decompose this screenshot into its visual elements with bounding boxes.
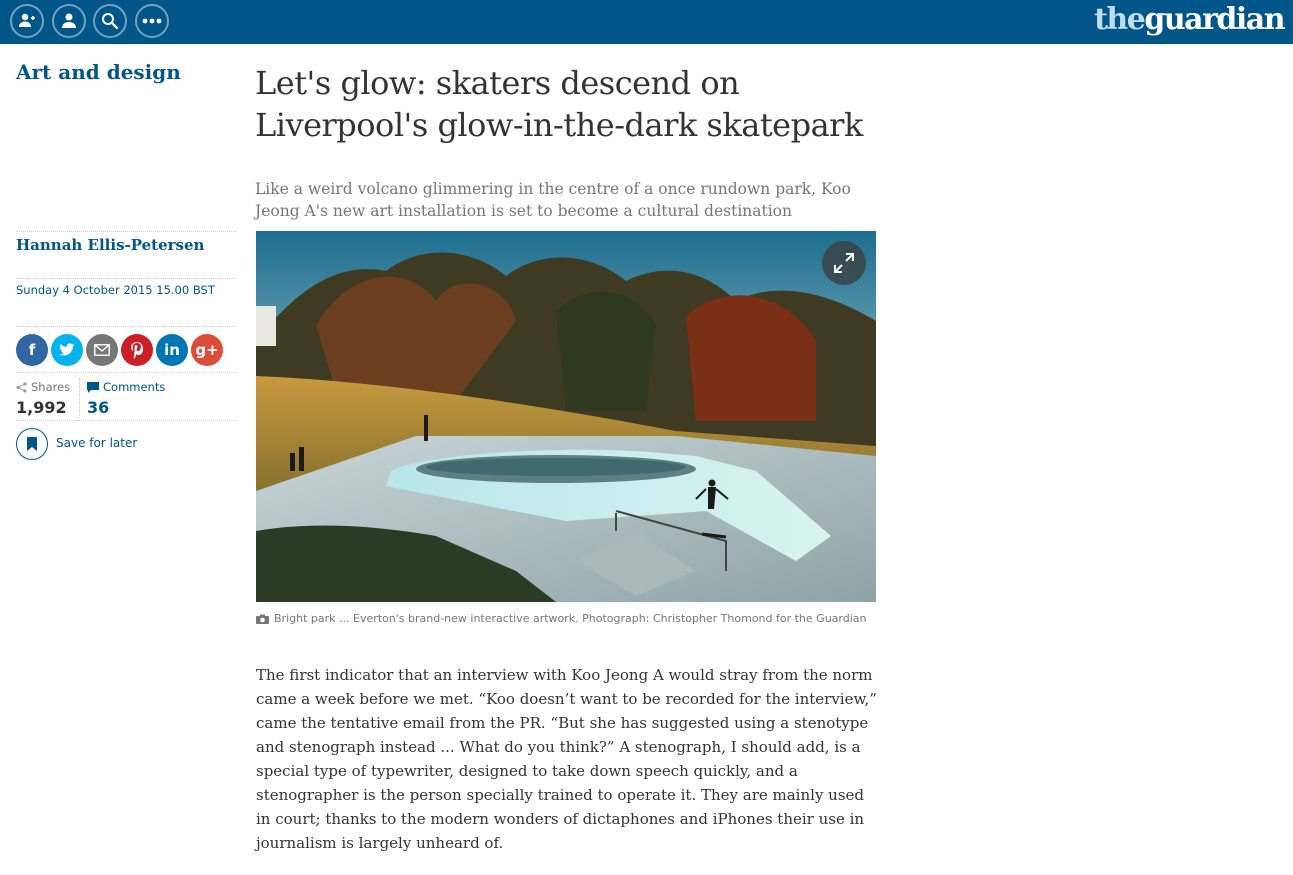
fullscreen-expand-button[interactable]: [822, 241, 866, 285]
divider: [16, 231, 236, 232]
comment-icon: [87, 382, 99, 393]
shares-label-text: Shares: [31, 380, 71, 394]
divider: [16, 278, 236, 279]
divider: [16, 420, 236, 421]
googleplus-icon: g+: [195, 341, 219, 359]
share-twitter-button[interactable]: [51, 334, 83, 366]
publication-date: Sunday 4 October 2015 15.00 BST: [16, 283, 215, 297]
comments-link[interactable]: [87, 380, 165, 394]
logo-guardian: guardian: [1144, 2, 1284, 37]
save-for-later-label[interactable]: Save for later: [56, 436, 138, 450]
search-icon[interactable]: [93, 4, 127, 38]
facebook-icon: f: [28, 341, 36, 359]
camera-icon: [256, 614, 269, 624]
article-headline: Let's glow: skaters descend on Liverpool's glow-in-the-dark skatepark: [255, 64, 863, 144]
bookmark-icon: [27, 437, 37, 451]
twitter-icon: [59, 343, 75, 357]
image-caption: [256, 612, 867, 625]
expand-icon: [833, 252, 855, 274]
save-for-later-button[interactable]: [16, 428, 48, 460]
profile-icon[interactable]: [52, 4, 86, 38]
divider: [16, 372, 236, 373]
share-facebook-button[interactable]: [16, 334, 48, 366]
share-icon: [16, 382, 27, 393]
linkedin-icon: in: [164, 341, 180, 359]
logo-the: the: [1094, 2, 1145, 37]
email-icon: [94, 344, 110, 356]
shares-count: 1,992: [16, 398, 67, 417]
add-user-icon[interactable]: [10, 4, 44, 38]
byline-author[interactable]: Hannah Ellis-Petersen: [16, 236, 205, 254]
divider: [79, 378, 80, 418]
shares-label: [16, 380, 70, 394]
comments-count[interactable]: 36: [87, 398, 110, 417]
divider: [16, 326, 236, 327]
image-caption-text: Bright park ... Everton's brand-new interactive artwork. Photograph: Christopher Thomond for the Guardian: [274, 612, 867, 625]
share-pinterest-button[interactable]: [121, 334, 153, 366]
article-main-image: [256, 231, 876, 602]
share-email-button[interactable]: [86, 334, 118, 366]
comments-label-text: Comments: [103, 380, 166, 394]
share-googleplus-button[interactable]: [191, 334, 223, 366]
guardian-logo[interactable]: [1094, 1, 1284, 39]
share-linkedin-button[interactable]: [156, 334, 188, 366]
more-icon[interactable]: [135, 4, 169, 38]
pinterest-icon: [130, 342, 144, 359]
article-standfirst: Like a weird volcano glimmering in the centre of a once rundown park, Koo Jeong A's new art installation is set to become a cultural destination: [255, 180, 851, 220]
article-body-paragraph: The first indicator that an interview with Koo Jeong A would stray from the norm came a week before we met. “Koo doesn’t want to be recorded for the interview,” came the tentative email from the PR. “But she has suggested using a stenotype and stenograph instead ... What do you think?” A stenograph, I should add, is a special type of typewriter, designed to take down speech quickly, and a stenographer is the person specially trained to operate it. They are mainly used in court; thanks to the modern wonders of dictaphones and iPhones their use in journalism is largely unheard of.: [256, 666, 877, 852]
section-title[interactable]: Art and design: [16, 60, 181, 84]
top-navigation-bar: [0, 0, 1293, 44]
